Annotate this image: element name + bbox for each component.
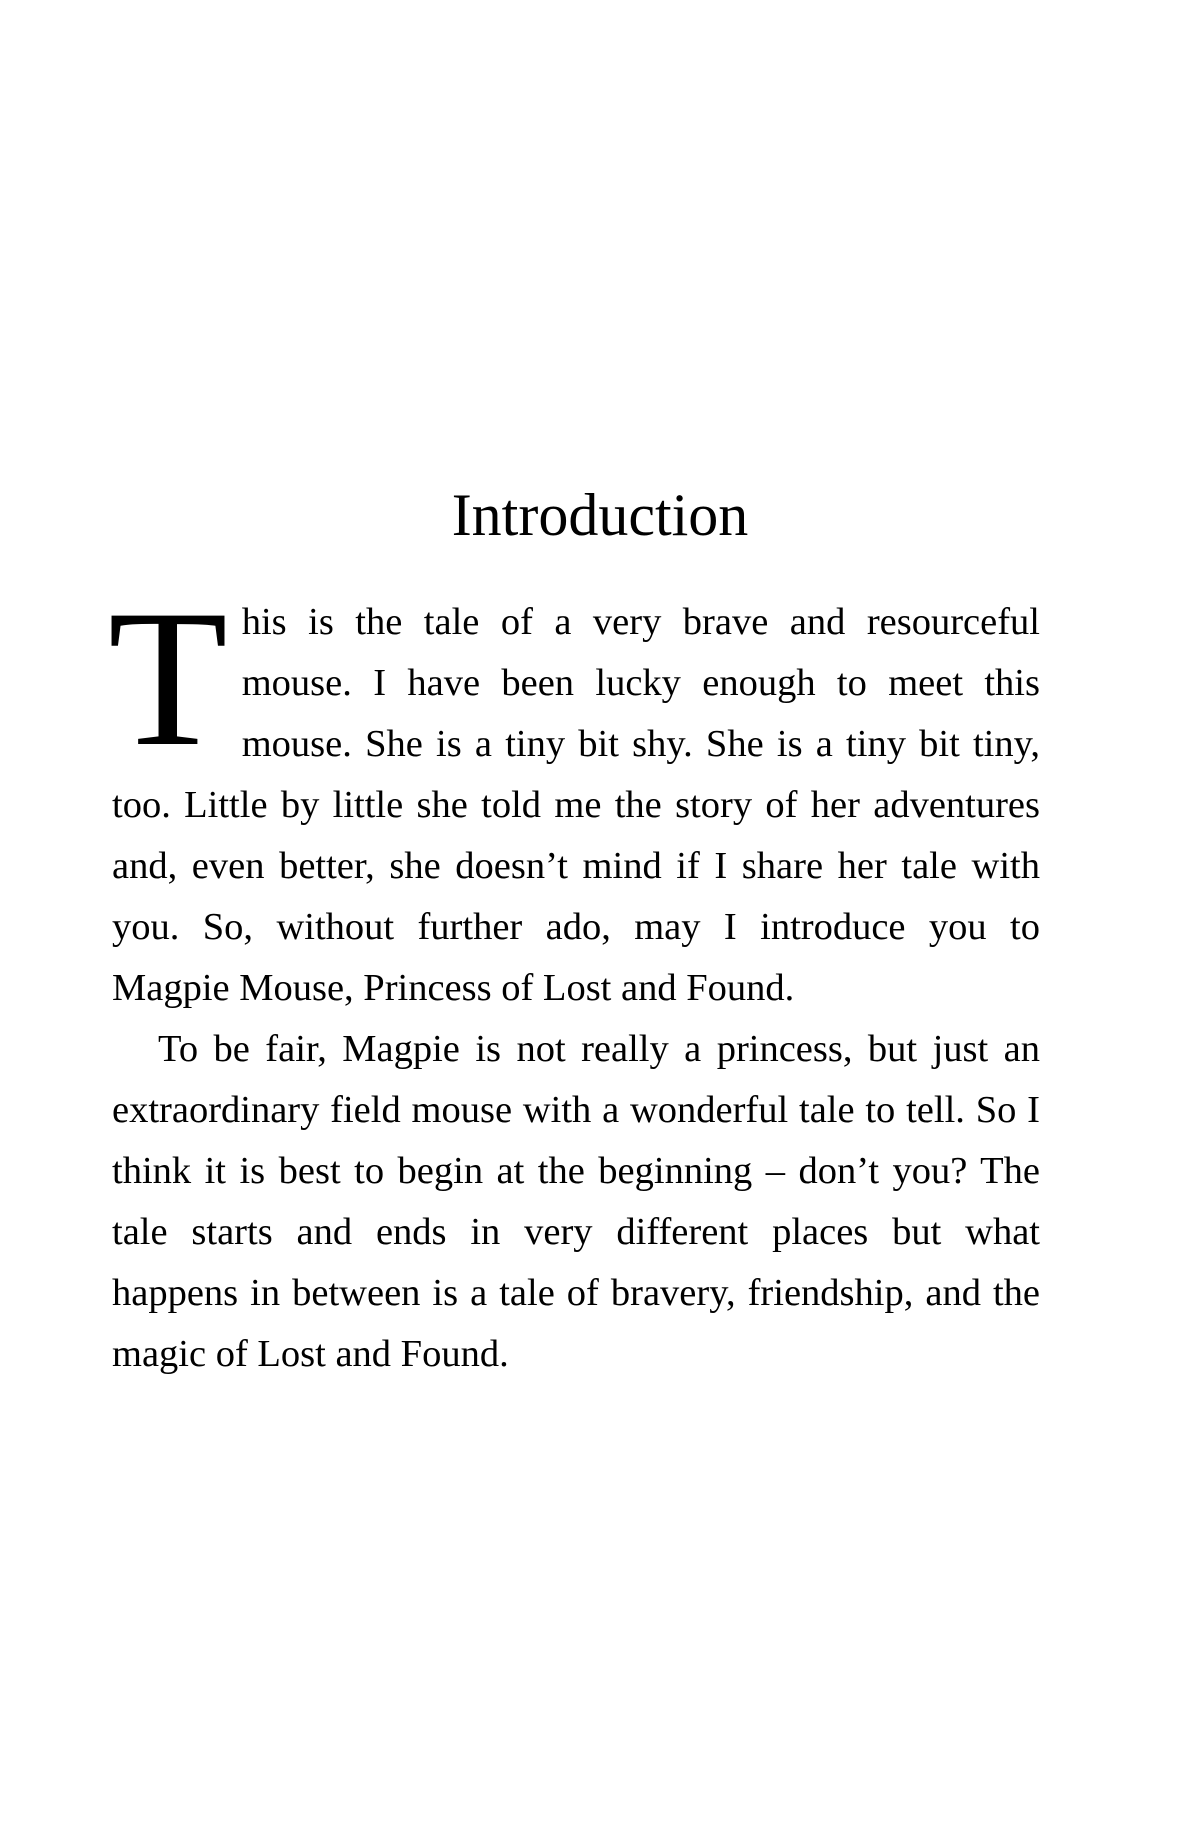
- body-text: [108, 570, 1040, 1385]
- paragraph-2: To be fair, Magpie is not really a princess, but just an extraordinary field mouse with a wonderful tale to tell. So I think it is best to begin at the beginning – don’t you? The tale starts and ends in very different places but what happens in between is a tale of bravery, friendship, and the magic of Lost and Found.: [112, 1028, 1040, 1375]
- drop-cap: T: [108, 570, 228, 787]
- page-title: Introduction: [451, 482, 749, 548]
- paragraph-1-text: his is the tale of a very brave and resourceful mouse. I have been lucky enough to meet this mouse. She is a tiny bit shy. She is a tiny bit tiny, too. Little by little she told me the story of her adventures and, even better, she doesn’t mind if I share her tale with you. So, without further ado, may I introduce you to Magpie Mouse, Princess of Lost and Found.: [112, 601, 1040, 1009]
- paragraph-1: [108, 570, 1040, 1019]
